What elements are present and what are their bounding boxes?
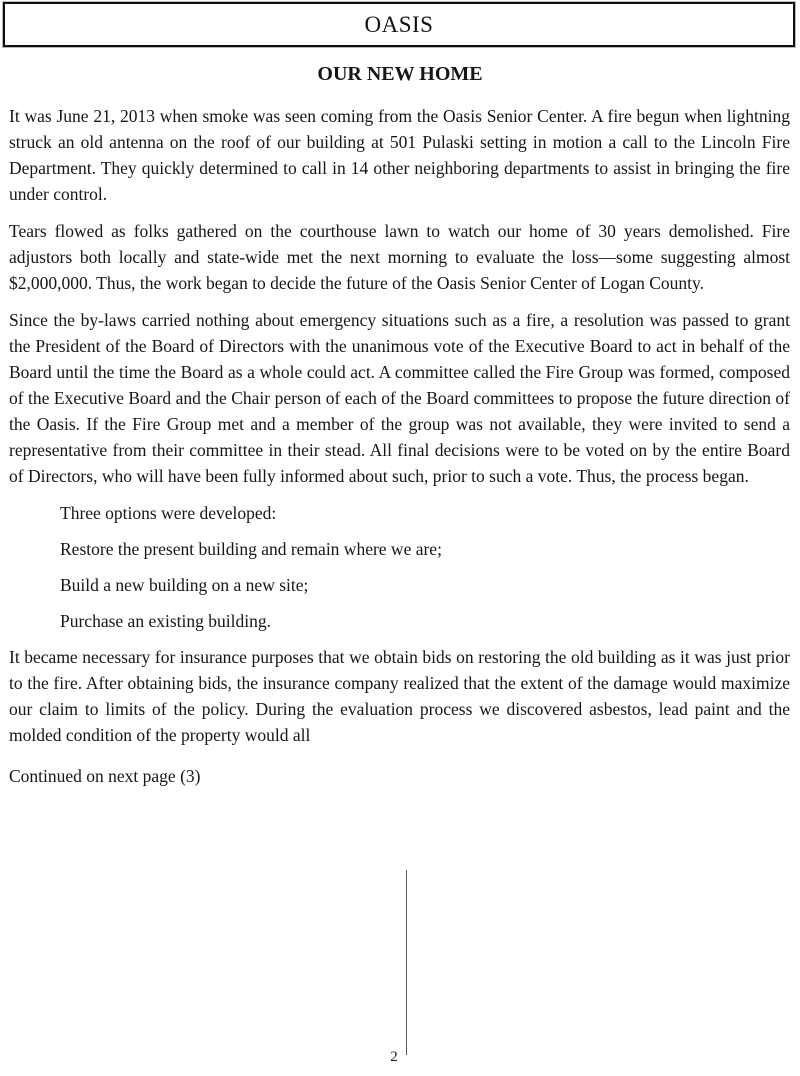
paragraph-fire-group: Since the by-laws carried nothing about emergency situations such as a fire, a resolution was passed to grant the President of the Board of Directors with the unanimous vote of the Executive Board to act in behalf of the Board until the time the Board as a whole could act. A committee called the Fire Group was formed, composed of the Executive Board and the Chair person of each of the Board committees to propose the future direction of the Oasis. If the Fire Group met and a member of the group was not available, they were invited to send a representative from their committee in their stead. All final decisions were to be voted on by the entire Board of Directors, who will have been fully informed about such, prior to such a vote. Thus, the process began. bbox=[9, 310, 790, 486]
masthead-box bbox=[3, 2, 795, 47]
masthead-title: OASIS bbox=[364, 11, 434, 37]
option-purchase: Purchase an existing building. bbox=[60, 611, 271, 631]
continued-note: Continued on next page (3) bbox=[9, 766, 201, 786]
option-build: Build a new building on a new site; bbox=[60, 575, 309, 595]
page-number: 2 bbox=[390, 1049, 398, 1065]
article-heading: OUR NEW HOME bbox=[317, 63, 483, 85]
options-intro: Three options were developed: bbox=[60, 503, 277, 523]
option-restore: Restore the present building and remain where we are; bbox=[60, 539, 442, 559]
paragraph-insurance: It became necessary for insurance purposes that we obtain bids on restoring the old building as it was just prior to the fire. After obtaining bids, the insurance company realized that the extent of the damage would maximize our claim to limits of the policy. During the evaluation process we discovered asbestos, lead paint and the molded condition of the property would all bbox=[9, 647, 790, 745]
column-divider-line bbox=[406, 870, 407, 1055]
options-block bbox=[9, 500, 790, 634]
paragraph-fire-start: It was June 21, 2013 when smoke was seen coming from the Oasis Senior Center. A fire begun when lightning struck an old antenna on the roof of our building at 501 Pulaski setting in motion a call to the Lincoln Fire Department. They quickly determined to call in 14 other neighboring departments to assist in bringing the fire under control. bbox=[9, 106, 790, 204]
article-body bbox=[9, 103, 790, 789]
paragraph-demolition: Tears flowed as folks gathered on the courthouse lawn to watch our home of 30 years demolished. Fire adjustors both locally and state-wide met the next morning to evaluate the loss—some suggesting almost $2,000,000. Thus, the work began to decide the future of the Oasis Senior Center of Logan County. bbox=[9, 221, 790, 293]
